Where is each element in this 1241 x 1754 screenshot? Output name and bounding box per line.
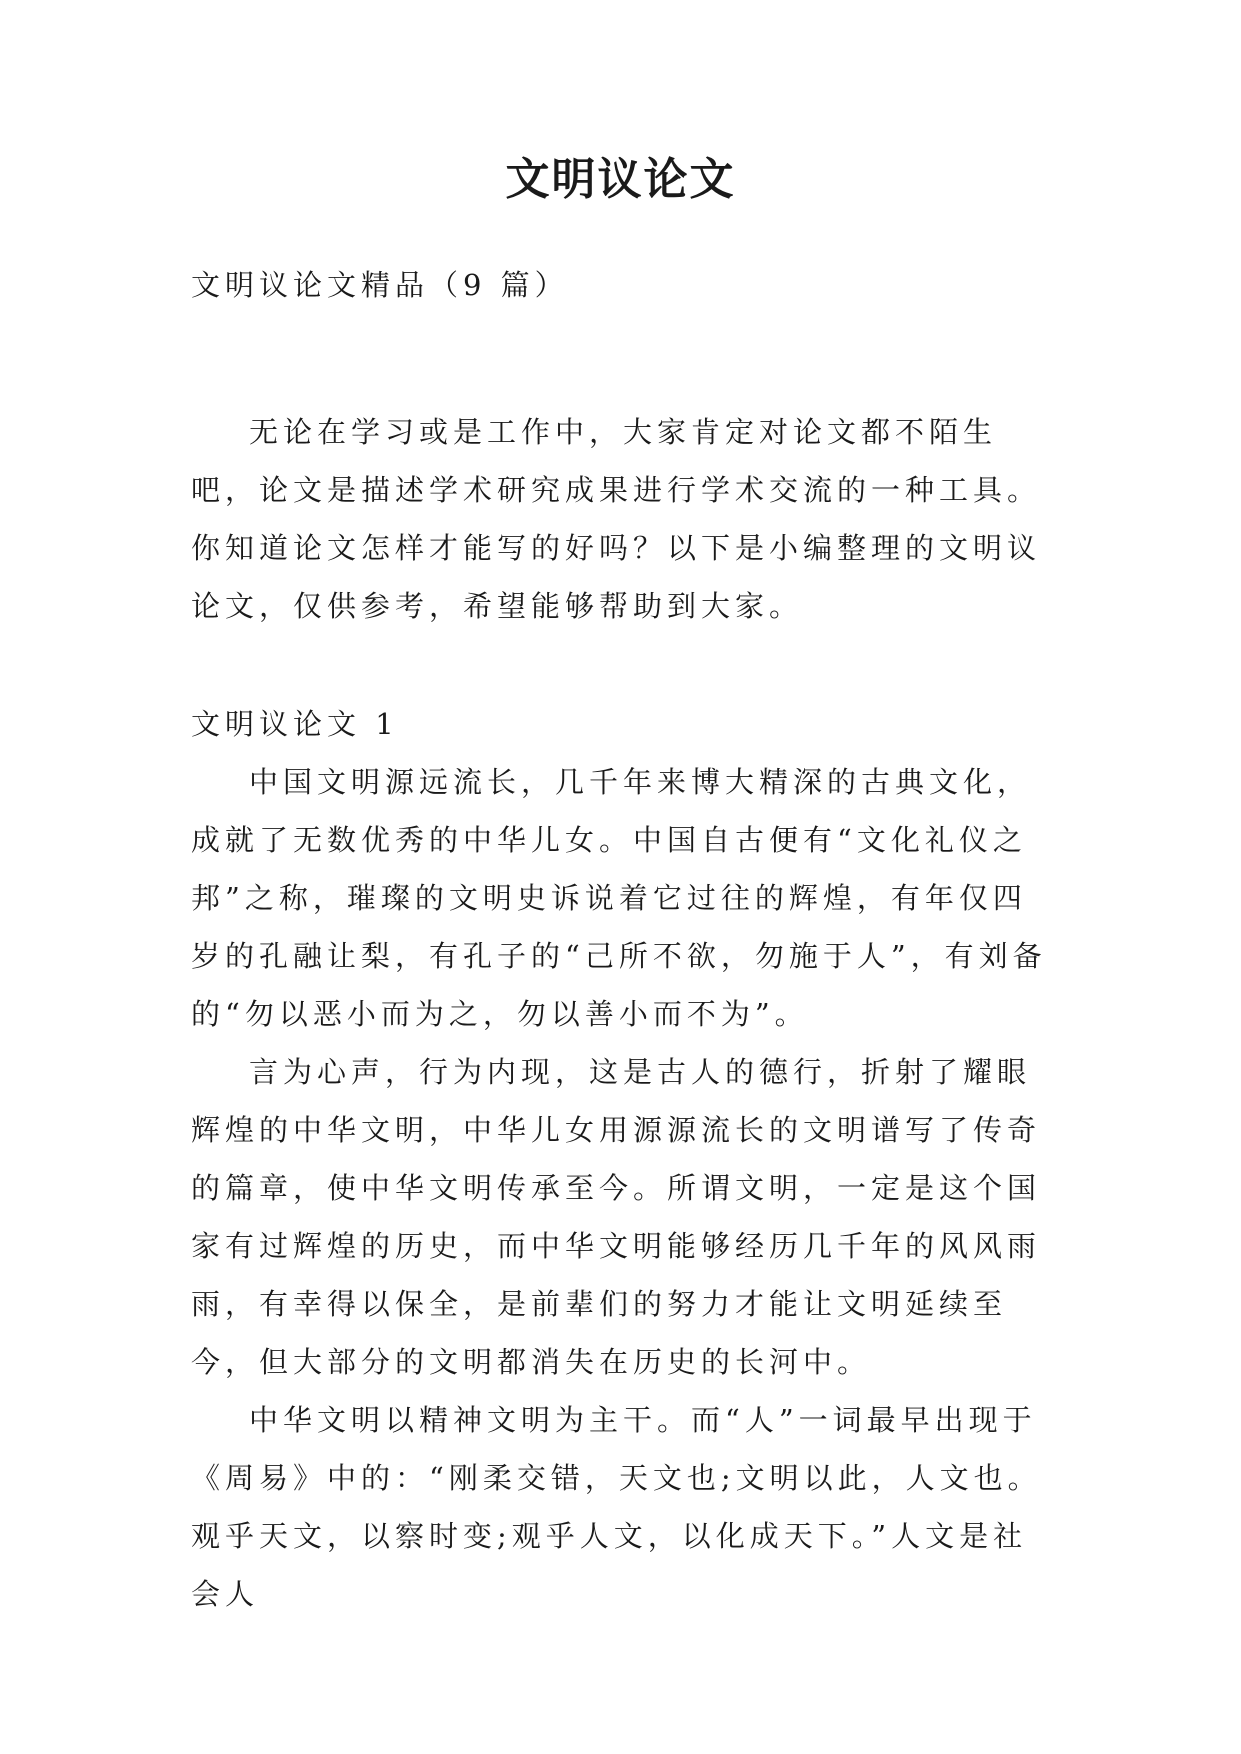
body-paragraph: 中国文明源远流长，几千年来博大精深的古典文化，成就了无数优秀的中华儿女。中国自古便有“文化礼仪之邦”之称，璀璨的文明史诉说着它过往的辉煌，有年仅四岁的孔融让梨，有孔子的“己所不欲，勿施于人”，有刘备的“勿以恶小而为之，勿以善小而不为”。 (191, 765, 1047, 1031)
section-body (191, 753, 1051, 1623)
body-paragraph: 中华文明以精神文明为主干。而“人”一词最早出现于《周易》中的：“刚柔交错，天文也;文明以此，人文也。观乎天文，以察时变;观乎人文，以化成天下。”人文是社会人 (191, 1403, 1042, 1611)
document-title: 文明议论文 (505, 154, 736, 205)
intro-paragraph: 无论在学习或是工作中，大家肯定对论文都不陌生吧，论文是描述学术研究成果进行学术交流的一种工具。你知道论文怎样才能写的好吗？以下是小编整理的文明议论文，仅供参考，希望能够帮助到大家。 (191, 415, 1042, 623)
document-subtitle: 文明议论文精品（9 篇） (191, 268, 569, 302)
body-paragraph: 言为心声，行为内现，这是古人的德行，折射了耀眼辉煌的中华文明，中华儿女用源源流长的文明谱写了传奇的篇章，使中华文明传承至今。所谓文明，一定是这个国家有过辉煌的历史，而中华文明能够经历几千年的风风雨雨，有幸得以保全，是前辈们的努力才能让文明延续至今，但大部分的文明都消失在历史的长河中。 (191, 1055, 1042, 1379)
section-heading: 文明议论文 1 (191, 707, 399, 741)
